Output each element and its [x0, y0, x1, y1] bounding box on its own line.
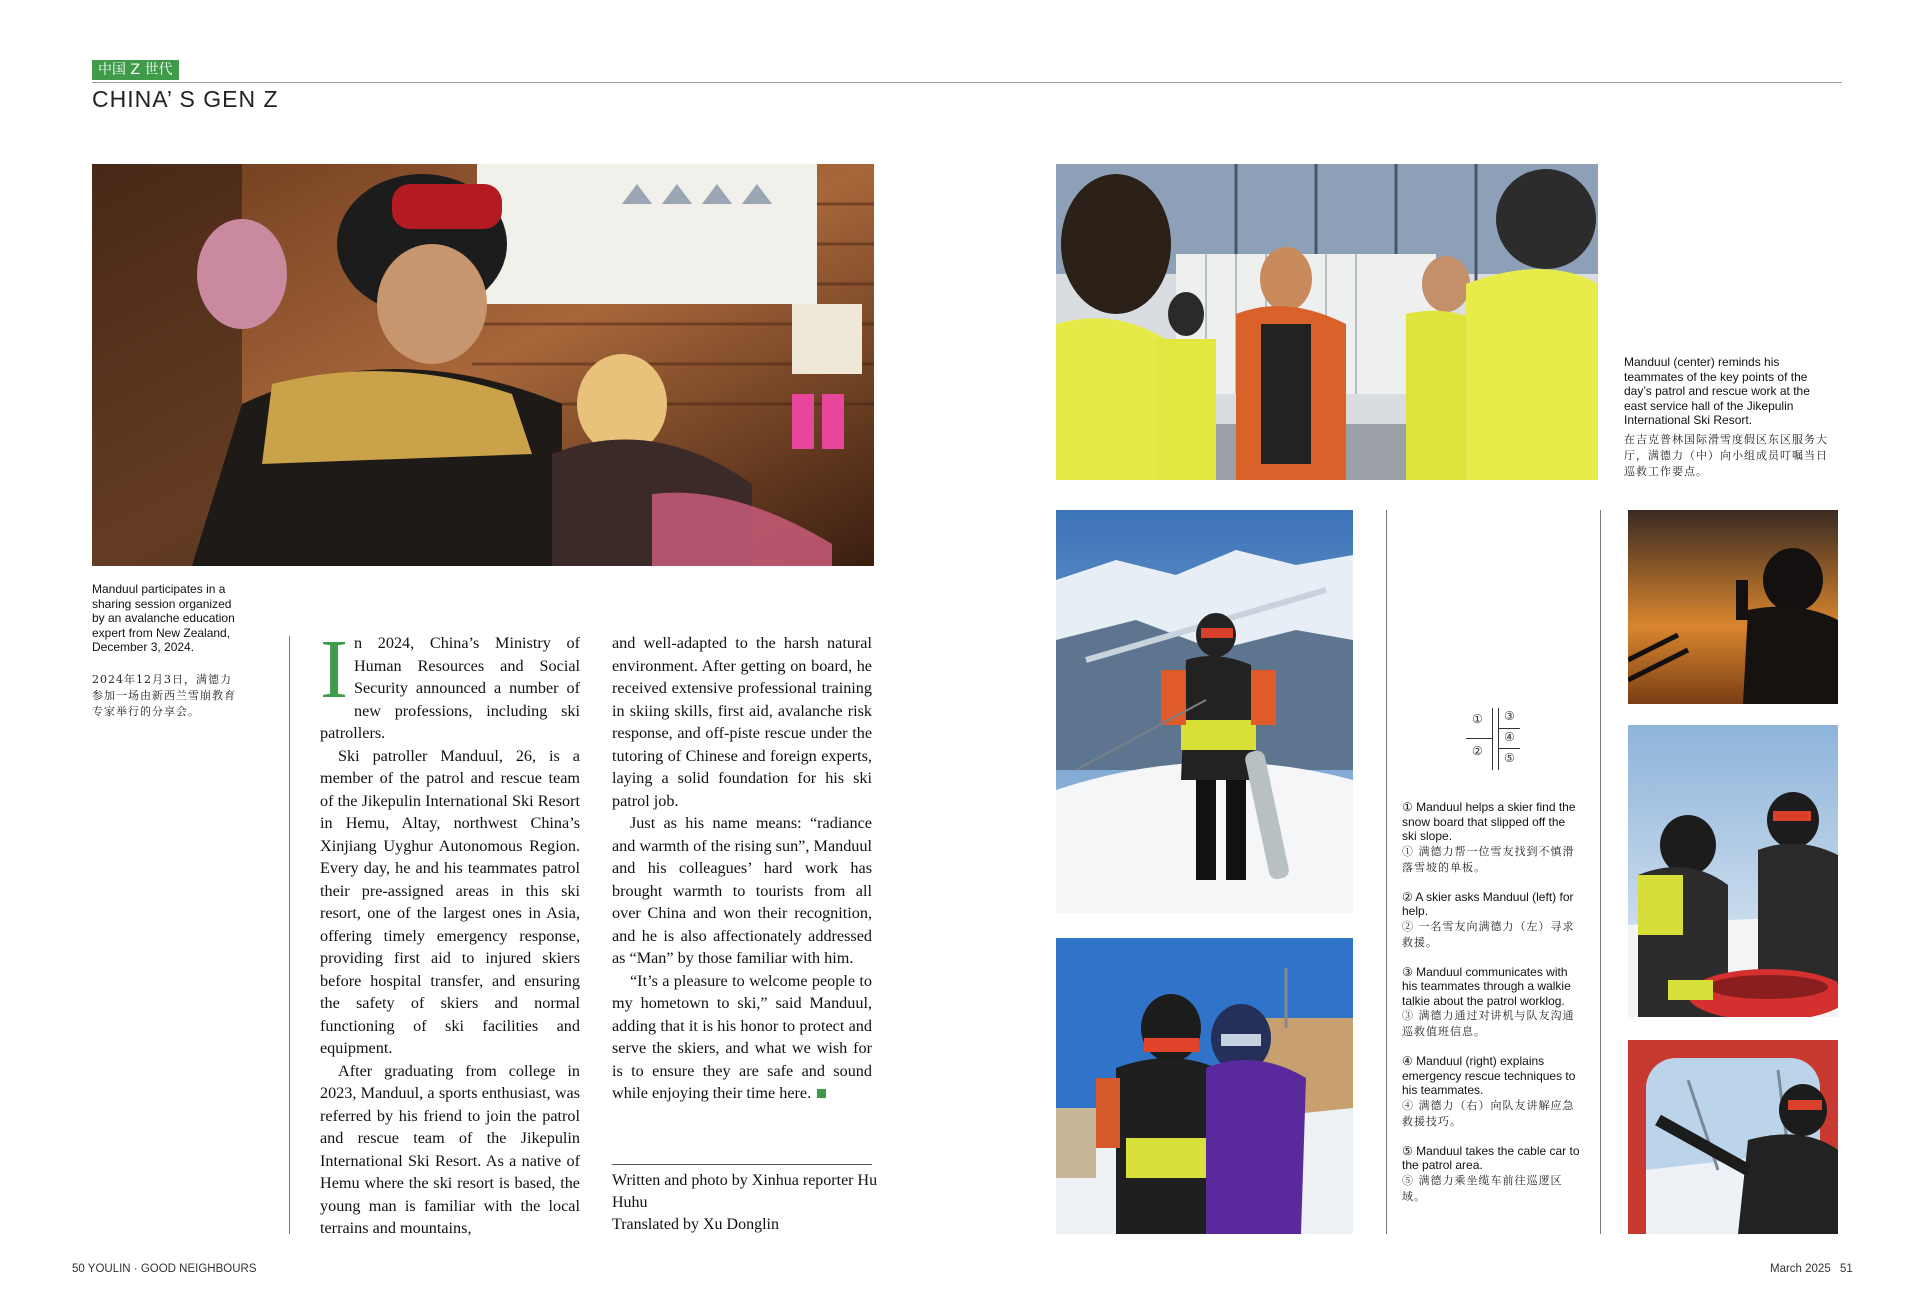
layout-key-rule-5	[1498, 748, 1520, 749]
column-rule-right	[1600, 510, 1601, 1234]
credits	[612, 1170, 882, 1236]
credit-writer: Written and photo by Xinhua reporter Hu Huhu	[612, 1172, 878, 1211]
credit-translator: Translated by Xu Donglin	[612, 1216, 779, 1233]
photo-skier-carrying-skis	[1056, 510, 1353, 913]
caption-3-en: ③ Manduul communicates with his teammates through a walkie talkie about the patrol worklog.	[1402, 964, 1571, 1008]
article-column-1	[320, 623, 580, 1240]
layout-key-rule-2	[1498, 708, 1499, 770]
footer-right	[1770, 1263, 1853, 1275]
paragraph-4: and well-adapted to the harsh natural environment. After getting on board, he received extensive professional training in skiing skills, first aid, avalanche risk response, and off-piste rescue under the tutoring of Chinese and foreign experts, laying a solid foundation for his ski patrol job.	[612, 634, 872, 810]
caption-3-zh: ③ 满德力通过对讲机与队友沟通巡救值班信息。	[1402, 1009, 1575, 1038]
layout-key-2: ②	[1472, 744, 1483, 758]
caption-1-zh: ① 满德力帮一位雪友找到不慎滑落雪坡的单板。	[1402, 844, 1575, 874]
caption-2-en: ② A skier asks Manduul (left) for help.	[1402, 889, 1574, 918]
paragraph-3: After graduating from college in 2023, Manduul, a sports enthusiast, was referred by his friend to join the patrol and rescue team of the Jikepulin International Ski Resort. As a native of Hemu where the ski resort is based, the young man is familiar with the local terrains and mountains,	[320, 1061, 580, 1237]
photo-layout-key	[1466, 708, 1526, 772]
page-number-right: 51	[1839, 1263, 1853, 1275]
column-rule-middle	[1386, 510, 1387, 1234]
photo-walkie-talkie-sunset	[1628, 510, 1838, 704]
section-title: CHINA’ S GEN Z	[92, 86, 279, 112]
caption-briefing-zh: 在吉克普林国际滑雪度假区东区服务大厅，满德力（中）向小组成员叮嘱当日巡救工作要点。	[1624, 433, 1828, 478]
end-mark	[817, 1089, 826, 1098]
caption-main-en: Manduul participates in a sharing session organized by an avalanche education expert from New Zealand, December 3, 2024.	[92, 582, 235, 654]
layout-key-1: ①	[1472, 712, 1483, 726]
header-divider	[92, 82, 1842, 83]
drop-cap: I	[320, 623, 348, 716]
magazine-name: YOULIN · GOOD NEIGHBOURS	[87, 1263, 257, 1275]
layout-key-4: ④	[1504, 730, 1515, 744]
list-item	[1402, 800, 1582, 876]
list-item	[1402, 890, 1582, 951]
paragraph-5: Just as his name means: “radiance and warmth of the rising sun”, Manduul and his colleagues’ hard work has brought warmth to tourists from all over China and won their recognition, and he is also affectionately addressed as “Man” by those familiar with him.	[612, 814, 872, 967]
paragraph-2: Ski patroller Manduul, 26, is a member of the patrol and rescue team of the Jikepulin International Ski Resort in Hemu, Altay, northwest China’s Xinjiang Uyghur Autonomous Region. Every day, he and his teammates patrol their pre-assigned areas in this ski resort, one of the largest ones in Asia, offering timely emergency response, providing first aid to injured skiers before hospital transfer, and ensuring the safety of skiers and normal functioning of ski facilities and equipment.	[320, 746, 580, 1057]
photo-team-briefing	[1056, 164, 1598, 480]
layout-key-rule-3	[1466, 738, 1492, 739]
layout-key-rule-1	[1492, 708, 1493, 770]
issue-date: March 2025	[1770, 1263, 1831, 1275]
section-tag: 中国 Z 世代	[92, 60, 179, 80]
footer-left	[72, 1263, 256, 1275]
layout-key-5: ⑤	[1504, 751, 1515, 765]
credits-divider	[612, 1164, 872, 1165]
caption-5-en: ⑤ Manduul takes the cable car to the patrol area.	[1402, 1143, 1580, 1172]
photo-avalanche-session	[92, 164, 874, 566]
photo-cable-car	[1628, 1040, 1838, 1234]
paragraph-1: n 2024, China’s Ministry of Human Resources and Social Security announced a number of new professions, including ski patrollers.	[320, 634, 580, 742]
list-item	[1402, 965, 1582, 1041]
photo-rescue-demo	[1628, 725, 1838, 1017]
layout-key-rule-4	[1498, 728, 1520, 729]
caption-4-zh: ④ 满德力（右）向队友讲解应急救援技巧。	[1402, 1098, 1575, 1128]
caption-2-zh: ② 一名雪友向满德力（左）寻求救援。	[1402, 919, 1575, 949]
caption-1-en: ① Manduul helps a skier find the snow board that slipped off the ski slope.	[1402, 800, 1576, 843]
page-number-left: 50	[72, 1263, 85, 1275]
caption-briefing-en: Manduul (center) reminds his teammates of the key points of the day’s patrol and rescue work at the east service hall of the Jikepulin International Ski Resort.	[1624, 355, 1810, 427]
numbered-captions	[1402, 800, 1582, 1219]
list-item	[1402, 1144, 1582, 1205]
paragraph-6: “It’s a pleasure to welcome people to my hometown to ski,” said Manduul, adding that it is his honor to protect and serve the skiers, and what we wish for is to ensure they are safe and sound while enjoying their time here.	[612, 971, 872, 1102]
article-column-2	[612, 632, 872, 1105]
caption-4-en: ④ Manduul (right) explains emergency rescue techniques to his teammates.	[1402, 1054, 1576, 1097]
column-rule-left	[289, 636, 290, 1234]
caption-main-zh: 2024年12月3日，满德力参加一场由新西兰雪崩教育专家举行的分享会。	[92, 673, 236, 718]
layout-key-3: ③	[1504, 709, 1515, 723]
photo-skier-asking-help	[1056, 938, 1353, 1234]
caption-5-zh: ⑤ 满德力乘坐缆车前往巡逻区域。	[1402, 1173, 1563, 1203]
list-item	[1402, 1054, 1582, 1130]
